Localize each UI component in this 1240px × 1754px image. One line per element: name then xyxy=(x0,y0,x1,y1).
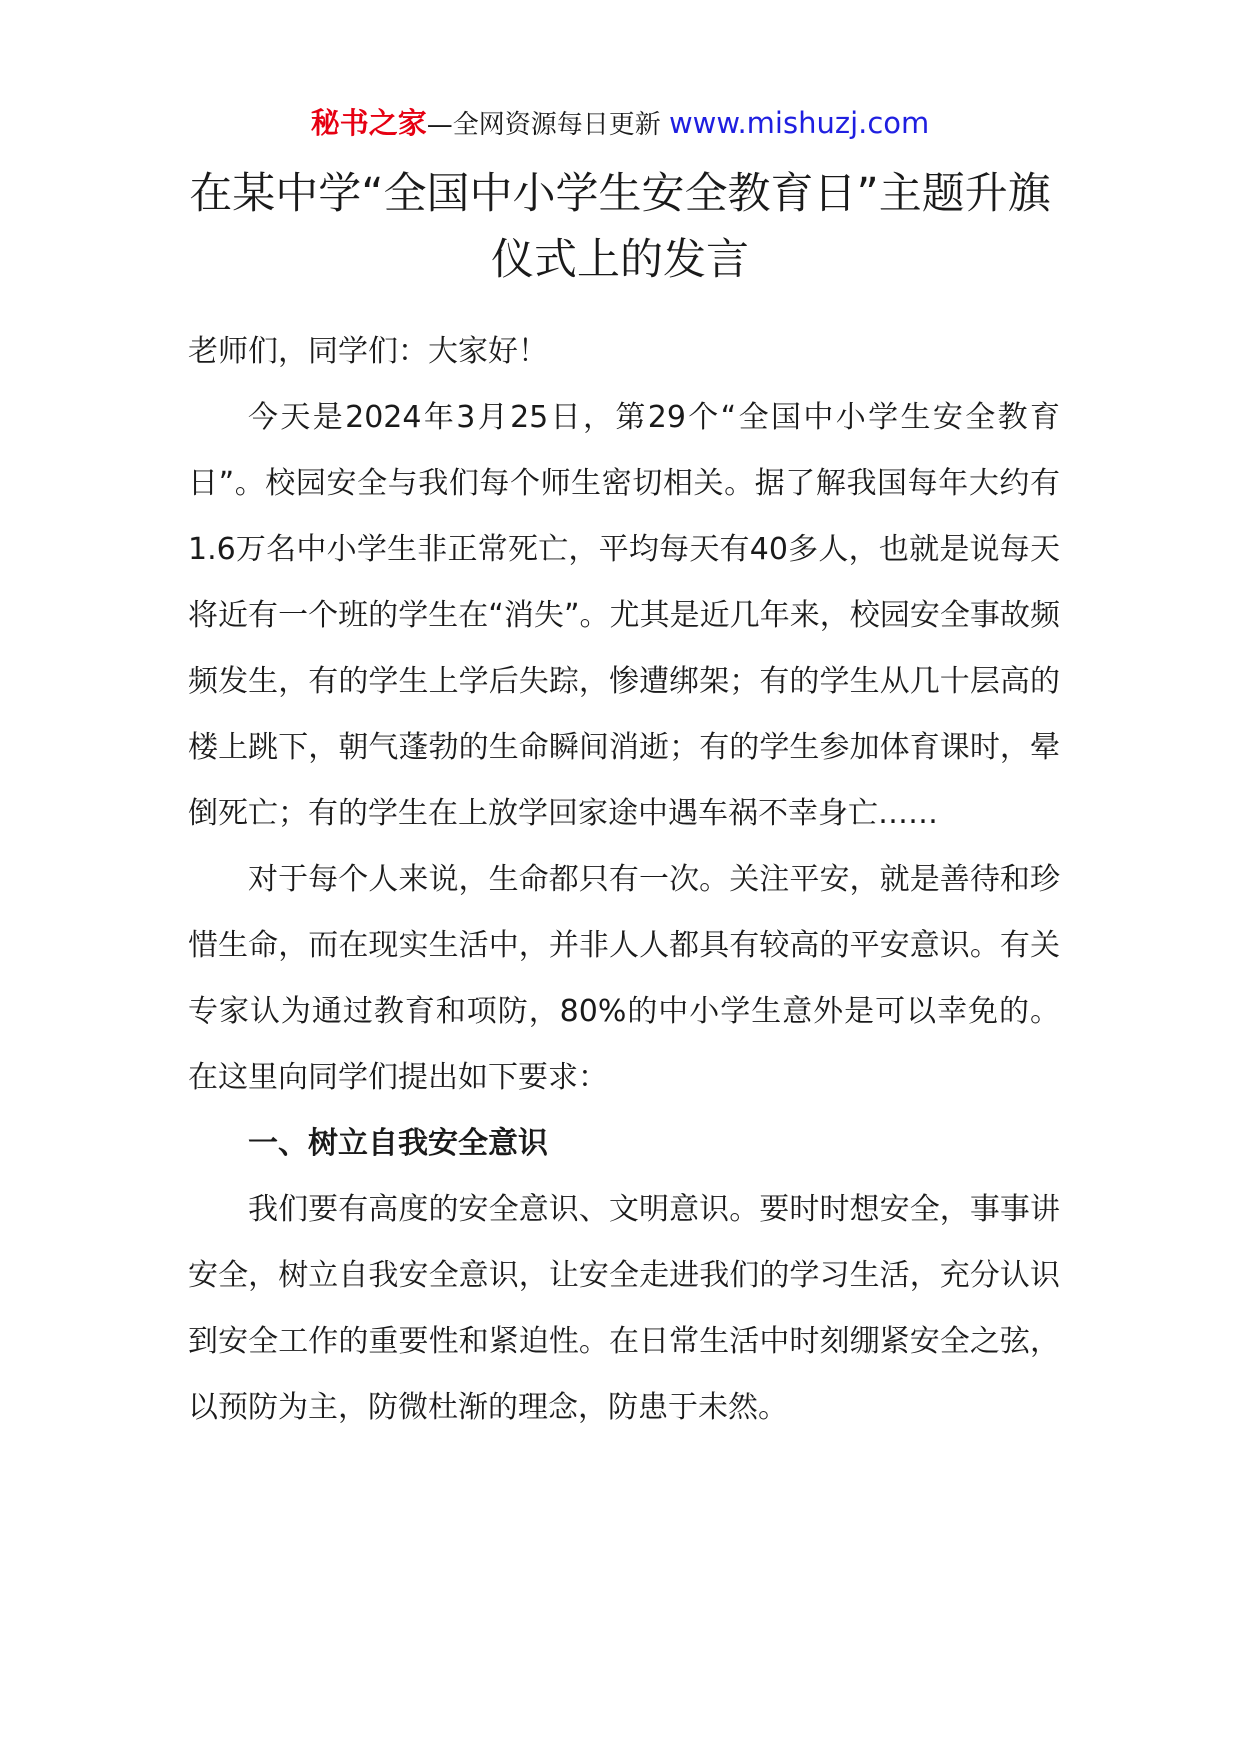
document-body xyxy=(188,319,1060,1441)
site-url-link[interactable]: www.mishuzj.com xyxy=(668,106,930,140)
body-paragraph-3: 我们要有高度的安全意识、文明意识。要时时想安全，事事讲安全，树立自我安全意识，让安全走进我们的学习生活，充分认识到安全工作的重要性和紧迫性。在日常生活中时刻绷紧安全之弦，以预防为主，防微杜渐的理念，防患于未然。 xyxy=(188,1192,1060,1425)
body-paragraph-2: 对于每个人来说，生命都只有一次。关注平安，就是善待和珍惜生命，而在现实生活中，并非人人都具有较高的平安意识。有关专家认为通过教育和项防，80%的中小学生意外是可以幸免的。在这里向同学们提出如下要求： xyxy=(188,862,1060,1095)
document-title: 在某中学“全国中小学生安全教育日”主题升旗仪式上的发言 xyxy=(189,169,1051,285)
body-paragraph-1: 今天是2024年3月25日，第29个“全国中小学生安全教育日”。校园安全与我们每个师生密切相关。据了解我国每年大约有1.6万名中小学生非正常死亡，平均每天有40多人，也就是说每天将近有一个班的学生在“消失”。尤其是近几年来，校园安全事故频频发生，有的学生上学后失踪，惨遭绑架；有的学生从几十层高的楼上跳下，朝气蓬勃的生命瞬间消逝；有的学生参加体育课时，晕倒死亡；有的学生在上放学回家途中遇车祸不幸身亡…… xyxy=(188,400,1060,831)
site-header xyxy=(0,103,1240,145)
section-heading-1: 一、树立自我安全意识 xyxy=(248,1126,548,1161)
site-brand: 秘书之家 xyxy=(310,106,427,140)
site-slogan: —全网资源每日更新 xyxy=(426,110,669,140)
greeting-paragraph: 老师们，同学们：大家好！ xyxy=(188,334,548,369)
